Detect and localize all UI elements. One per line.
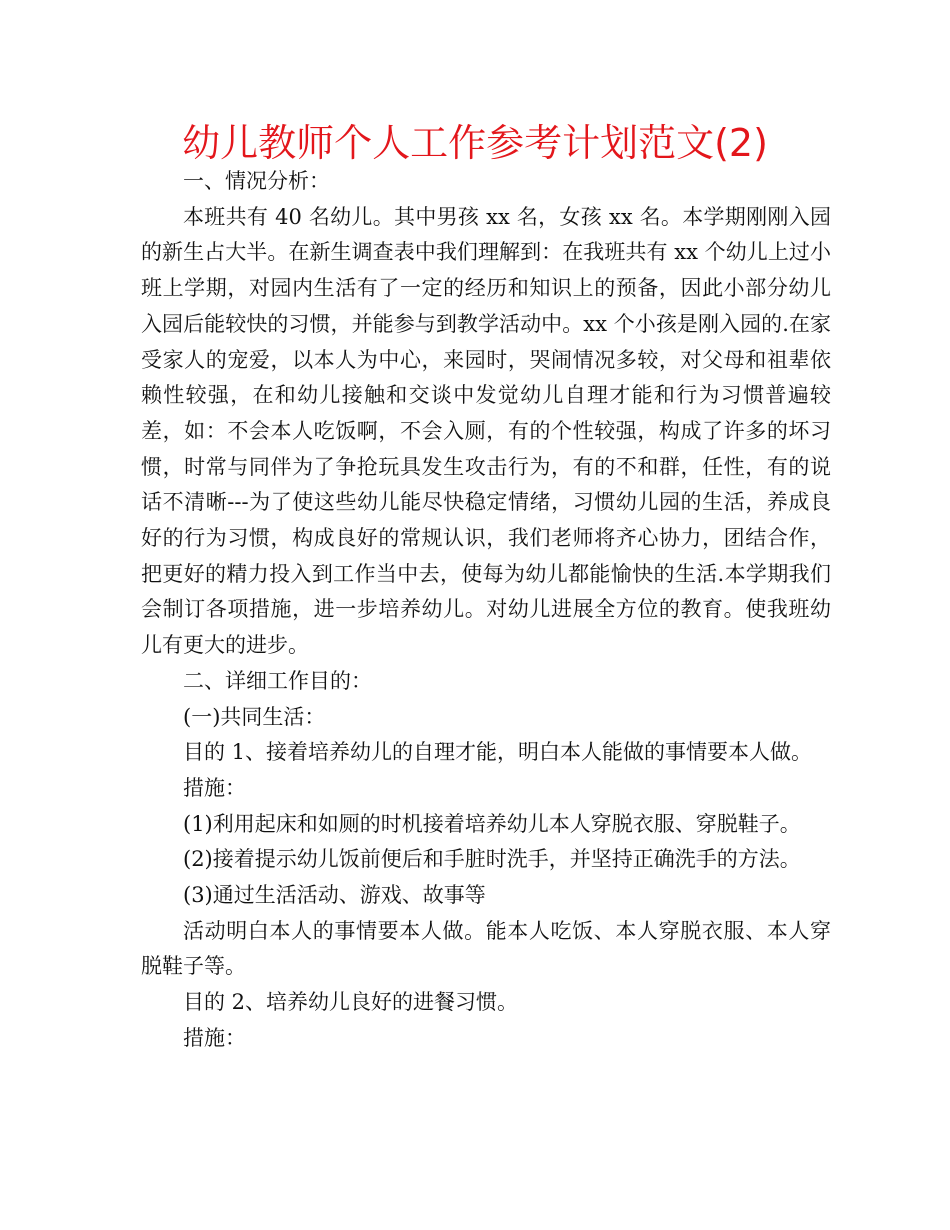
situation-paragraph: 本班共有 40 名幼儿。其中男孩 xx 名，女孩 xx 名。本学期刚刚入园的新生占大半。在新生调查表中我们理解到：在我班共有 xx 个幼儿上过小班上学期，对园内生活有了一定的经历和知识上的预备，因此小部分幼儿入园后能较快的习惯，并能参与到教学活动中。xx 个小孩是刚入园的.在家受家人的宠爱，以本人为中心，来园时，哭闹情况多较，对父母和祖辈依赖性较强，在和幼儿接触和交谈中发觉幼儿自理才能和行为习惯普遍较差，如：不会本人吃饭啊，不会入厕，有的个性较强，构成了许多的坏习惯，时常与同伴为了争抢玩具发生攻击行为，有的不和群，任性，有的说话不清晰---为了使这些幼儿能尽快稳定情绪，习惯幼儿园的生活，养成良好的行为习惯，构成良好的常规认识，我们老师将齐心协力，团结合作，把更好的精力投入到工作当中去，使每为幼儿都能愉快的生活.本学期我们会制订各项措施，进一步培养幼儿。对幼儿进展全方位的教育。使我班幼儿有更大的进步。 — [141, 204, 831, 658]
section-heading-goals: 二、详细工作目的： — [183, 668, 372, 693]
section-heading-situation: 一、情况分析： — [183, 169, 330, 193]
measure-1: (1)利用起床和如厕的时机接着培养幼儿本人穿脱衣服、穿脱鞋子。 — [183, 811, 801, 836]
measure-2: (2)接着提示幼儿饭前便后和手脏时洗手，并坚持正确洗手的方法。 — [183, 847, 801, 872]
goal-1: 目的 1、接着培养幼儿的自理才能，明白本人能做的事情要本人做。 — [183, 740, 813, 765]
measure-3-continued: 活动明白本人的事情要本人做。能本人吃饭、本人穿脱衣服、本人穿脱鞋子等。 — [141, 918, 831, 979]
subsection-heading-life: (一)共同生活： — [183, 704, 326, 729]
goal-2: 目的 2、培养幼儿良好的进餐习惯。 — [183, 990, 519, 1015]
document-body — [141, 164, 831, 1057]
measures-label-1: 措施： — [183, 775, 246, 800]
measures-label-2: 措施： — [183, 1025, 246, 1050]
document-title: 幼儿教师个人工作参考计划范文(2) — [182, 121, 768, 165]
measure-3: (3)通过生活活动、游戏、故事等 — [183, 883, 486, 908]
